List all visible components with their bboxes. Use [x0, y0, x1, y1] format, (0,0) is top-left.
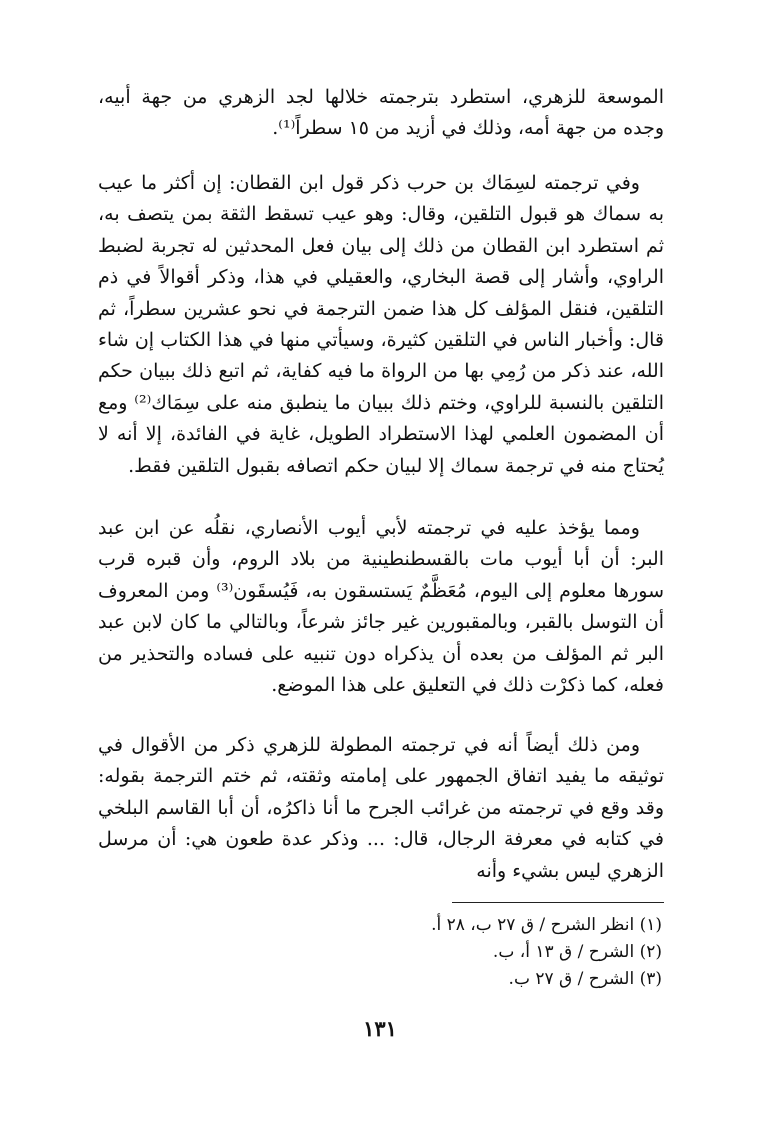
page-number: ١٣١ — [363, 1016, 397, 1041]
paragraph-abu-ayyub: ومما يؤخذ عليه في ترجمته لأبي أيوب الأنصاري، نقلُه عن ابن عبد البر: أن أبا أيوب مات بالقسطنطينية من بلاد الروم، وأن قبره قرب سورها معلوم إلى اليوم، مُعَظَّمٌ يَستسقون به، فَيُسقَون⁽³⁾ ومن المعروف أن التوسل بالقبر، وبالمقبورين غير جائز شرعاً، وبالتالي ما كان لابن عبد البر ثم المؤلف من بعده أن يذكراه دون تنبيه على فساده والتحذير من فعله، كما ذكرْت ذلك في التعليق على هذا الموضع. — [98, 517, 664, 697]
footnote-3: (٣) الشرح / ق ٢٧ ب. — [508, 969, 662, 989]
paragraph-zuhri-critique: ومن ذلك أيضاً أنه في ترجمته المطولة للزهري ذكر من الأقوال في توثيقه ما يفيد اتفاق الجمهور على إمامته وثقته، ثم ختم الترجمة بقوله: وقد وقع في ترجمته من غرائب الجرح ما أنا ذاكرُه، أن أبا القاسم البلخي في كتابه في معرفة الرجال، قال: ... وذكر عدة طعون هي: أن مرسل الزهري ليس بشيء وأنه — [98, 734, 664, 882]
footnote-2: (٢) الشرح / ق ١٣ أ، ب. — [492, 942, 662, 962]
footnote-1: (١) انظر الشرح / ق ٢٧ ب، ٢٨ أ. — [431, 915, 662, 935]
footnote-divider — [452, 902, 664, 903]
paragraph-simak-biography: وفي ترجمته لسِمَاك بن حرب ذكر قول ابن القطان: إن أكثر ما عيب به سماك هو قبول التلقين، وقال: وهو عيب تسقط الثقة بمن يتصف به، ثم استطرد ابن القطان من ذلك إلى بيان فعل المحدثين له تجربة لضبط الراوي، وأشار إلى قصة البخاري، والعقيلي في هذا، وذكر أقوالاً في ذم التلقين، فنقل المؤلف كل هذا ضمن الترجمة في نحو عشرين سطراً، ثم قال: وأخبار الناس في التلقين كثيرة، وسيأتي منها في هذا الكتاب إن شاء الله، عند ذكر من رُمِي بها من الرواة ما فيه كفاية، ثم اتبع ذلك ببيان حكم التلقين بالنسبة للراوي، وختم ذلك ببيان ما ينطبق منه على سِمَاك⁽²⁾ ومع أن المضمون العلمي لهذا الاستطراد الطويل، غاية في الفائدة، إلا أنه لا يُحتاج منه في ترجمة سماك إلا لبيان حكم اتصافه بقبول التلقين فقط. — [98, 172, 665, 477]
paragraph-zuhri-lineage: الموسعة للزهري، استطرد بترجمته خلالها لجد الزهري من جهة أبيه، وجده من جهة أمه، وذلك في أزيد من ١٥ سطراً⁽¹⁾. — [98, 86, 664, 140]
footnotes-section — [200, 912, 662, 993]
